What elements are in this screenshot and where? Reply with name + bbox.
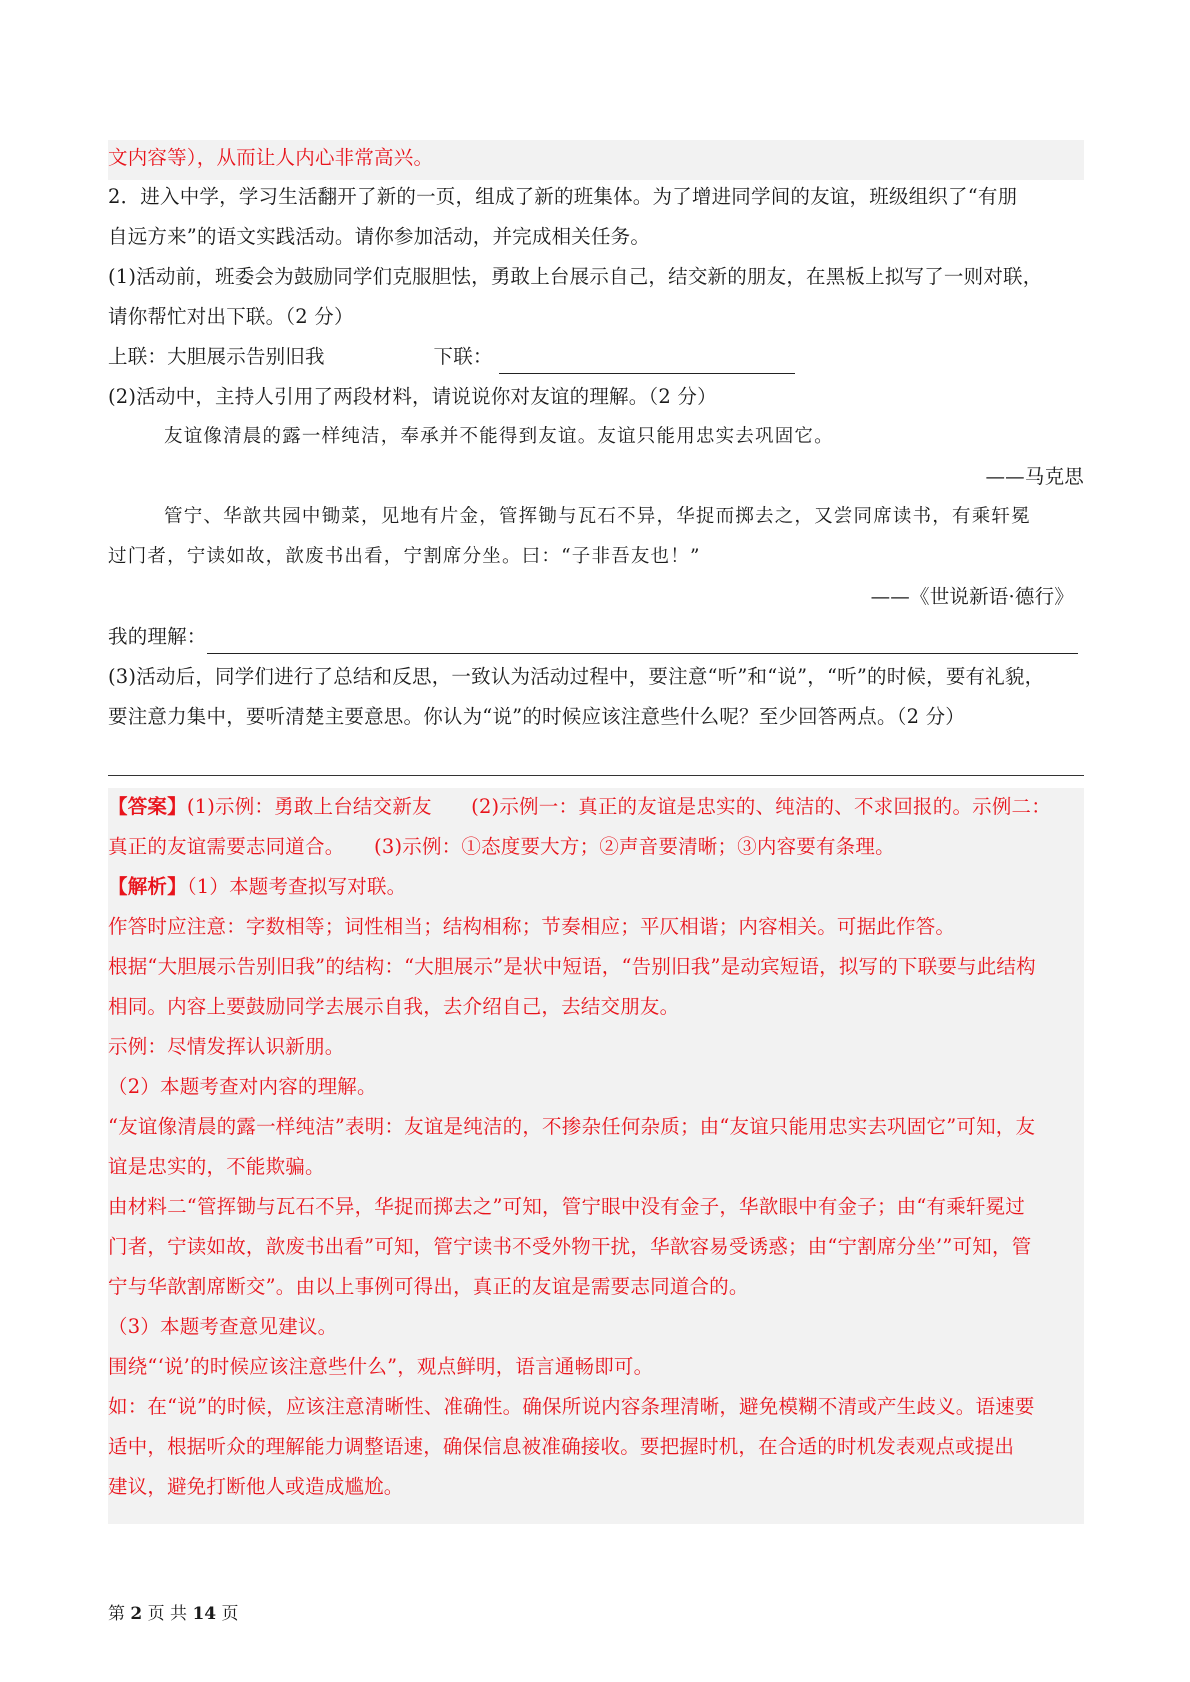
analysis-line-16: 建议，避免打断他人或造成尴尬。 — [108, 1475, 404, 1498]
my-understanding-row — [108, 620, 1078, 654]
couplet-row — [108, 340, 795, 374]
answer-tag: 【答案】 — [108, 795, 187, 818]
question-stem-line-1: 2．进入中学，学习生活翻开了新的一页，组成了新的班集体。为了增进同学间的友谊，班级组织了“有朋 — [108, 185, 1018, 208]
analysis-line-3: 根据“大胆展示告别旧我”的结构：“大胆展示”是状中短语，“告别旧我”是动宾短语，拟写的下联要与此结构 — [108, 955, 1036, 978]
continuation-text: 文内容等），从而让人内心非常高兴。 — [108, 146, 434, 169]
answer-blank-line[interactable] — [108, 775, 1084, 776]
answer-line-2: 真正的友谊需要志同道合。 (3)示例：①态度要大方；②声音要清晰；③内容要有条理。 — [108, 835, 895, 858]
analysis-line-13: 围绕“‘说’的时候应该注意些什么”，观点鲜明，语言通畅即可。 — [108, 1355, 654, 1378]
subquestion-3-line-1: (3)活动后，同学们进行了总结和反思，一致认为活动过程中，要注意“听”和“说”，“听”的时候，要有礼貌， — [108, 665, 1045, 688]
quote-2-line-2: 过门者，宁读如故，歆废书出看，宁割席分坐。曰：“子非吾友也！” — [108, 546, 701, 567]
analysis-line-10: 门者，宁读如故，歆废书出看”可知，管宁读书不受外物干扰，华歆容易受诱惑；由“宁割席分坐’”可知，管 — [108, 1235, 1032, 1258]
analysis-line-5: 示例：尽情发挥认识新朋。 — [108, 1035, 345, 1058]
my-understanding-label: 我的理解： — [108, 625, 207, 648]
current-page-number: 2 — [130, 1604, 143, 1624]
analysis-line-14: 如：在“说”的时候，应该注意清晰性、准确性。确保所说内容条理清晰，避免模糊不清或产生歧义。语速要 — [108, 1395, 1035, 1418]
analysis-tag: 【解析】 — [108, 875, 187, 898]
analysis-line-8: 谊是忠实的，不能欺骗。 — [108, 1155, 325, 1178]
question-stem-line-2: 自远方来”的语文实践活动。请你参加活动，并完成相关任务。 — [108, 225, 651, 248]
analysis-line-1 — [108, 870, 406, 904]
analysis-line-15: 适中，根据听众的理解能力调整语速，确保信息被准确接收。要把握时机，在合适的时机发表观点或提出 — [108, 1435, 1015, 1458]
analysis-text-1: （1）本题考查拟写对联。 — [186, 875, 407, 898]
footer-suffix: 页 — [221, 1604, 239, 1624]
quote-1: 友谊像清晨的露一样纯洁，奉承并不能得到友谊。友谊只能用忠实去巩固它。 — [164, 426, 834, 447]
subquestion-2: (2)活动中，主持人引用了两段材料，请说说你对友谊的理解。（2 分） — [108, 385, 717, 408]
footer-prefix: 第 — [108, 1604, 125, 1624]
analysis-line-6: （2）本题考查对内容的理解。 — [108, 1075, 377, 1098]
upper-couplet: 上联：大胆展示告别旧我 — [108, 345, 325, 368]
quote-2-line-1: 管宁、华歆共园中锄菜，见地有片金，管挥锄与瓦石不异，华捉而掷去之，又尝同席读书，有乘轩冕 — [164, 506, 1031, 527]
answer-line-1 — [108, 790, 1051, 824]
analysis-line-2: 作答时应注意：字数相等；词性相当；结构相称；节奏相应；平仄相谐；内容相关。可据此作答。 — [108, 915, 956, 938]
analysis-line-9: 由材料二“管挥锄与瓦石不异，华捉而掷去之”可知，管宁眼中没有金子，华歆眼中有金子；由“有乘轩冕过 — [108, 1195, 1026, 1218]
analysis-line-4: 相同。内容上要鼓励同学去展示自我，去介绍自己，去结交朋友。 — [108, 995, 680, 1018]
page-footer — [108, 1600, 239, 1628]
lower-couplet-label: 下联： — [433, 345, 493, 368]
footer-middle: 页 共 — [147, 1604, 188, 1624]
subquestion-1-line-2: 请你帮忙对出下联。（2 分） — [108, 305, 354, 328]
subquestion-3-line-2: 要注意力集中，要听清楚主要意思。你认为“说”的时候应该注意些什么呢？至少回答两点。（2 分） — [108, 705, 965, 728]
analysis-line-11: 宁与华歆割席断交”。由以上事例可得出，真正的友谊是需要志同道合的。 — [108, 1275, 749, 1298]
quote-1-source: ——马克思 — [985, 465, 1084, 488]
analysis-line-7: “友谊像清晨的露一样纯洁”表明：友谊是纯洁的，不掺杂任何杂质；由“友谊只能用忠实去巩固它”可知，友 — [108, 1115, 1036, 1138]
total-page-number: 14 — [192, 1604, 217, 1624]
subquestion-1-line-1: (1)活动前，班委会为鼓励同学们克服胆怯，勇敢上台展示自己，结交新的朋友，在黑板上拟写了一则对联， — [108, 265, 1043, 288]
quote-2-source: ——《世说新语·德行》 — [870, 585, 1074, 608]
analysis-line-12: （3）本题考查意见建议。 — [108, 1315, 338, 1338]
lower-couplet-blank[interactable] — [499, 347, 795, 374]
my-understanding-blank[interactable] — [207, 627, 1078, 654]
answer-text-1: (1)示例：勇敢上台结交新友 (2)示例一：真正的友谊是忠实的、纯洁的、不求回报的。示例二： — [186, 795, 1051, 818]
